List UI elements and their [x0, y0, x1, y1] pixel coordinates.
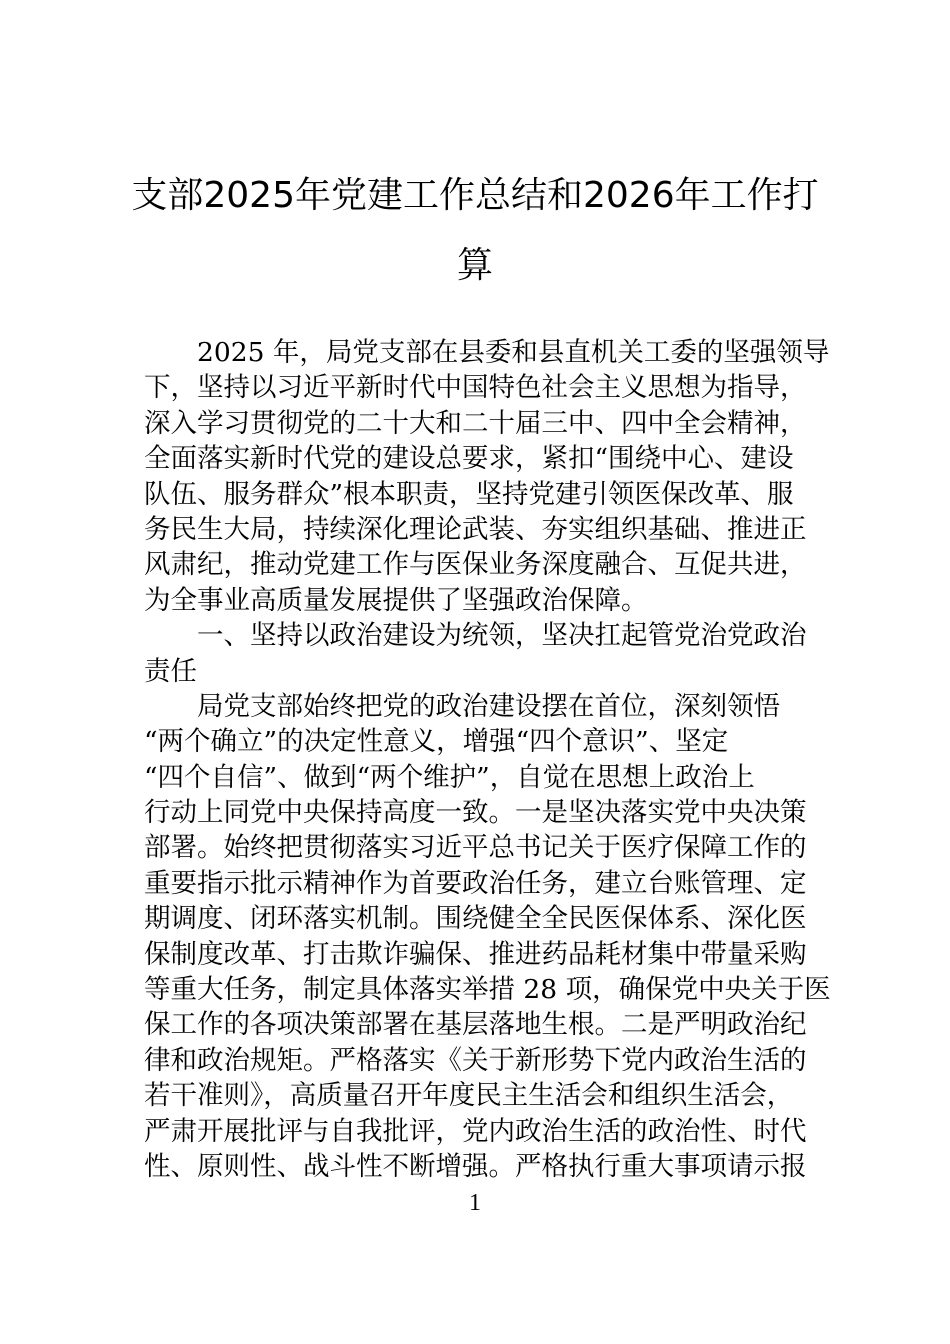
paragraph-line: 重要指示批示精神作为首要政治任务，建立台账管理、定: [144, 867, 807, 899]
paragraph-line: 2025 年，局党支部在县委和县直机关工委的坚强领导: [197, 337, 830, 368]
paragraph-line: 性、原则性、战斗性不断增强。严格执行重大事项请示报: [144, 1150, 807, 1182]
paragraph-line: 风肃纪，推动党建工作与医保业务深度融合、互促共进，: [144, 549, 807, 581]
document-title-line-2: 算: [456, 245, 493, 286]
paragraph-line: 下，坚持以习近平新时代中国特色社会主义思想为指导，: [144, 372, 807, 404]
paragraph-line: 行动上同党中央保持高度一致。一是坚决落实党中央决策: [144, 797, 807, 829]
paragraph-line: 期调度、闭环落实机制。围绕健全全民医保体系、深化医: [144, 903, 807, 935]
paragraph-line: 为全事业高质量发展提供了坚强政治保障。: [144, 584, 648, 616]
paragraph-line: 部署。始终把贯彻落实习近平总书记关于医疗保障工作的: [144, 832, 807, 864]
document-title-line-1: 支部2025年党建工作总结和2026年工作打: [131, 175, 819, 216]
paragraph-line: 律和政治规矩。严格落实《关于新形势下党内政治生活的: [144, 1044, 807, 1076]
document-body: [144, 335, 831, 1184]
paragraph-line: 保制度改革、打击欺诈骗保、推进药品耗材集中带量采购: [144, 938, 807, 970]
paragraph-line: “两个确立”的决定性意义，增强“四个意识”、坚定: [144, 726, 729, 758]
section-heading-line: 责任: [144, 655, 197, 687]
paragraph-line: 深入学习贯彻党的二十大和二十届三中、四中全会精神，: [144, 407, 807, 439]
paragraph-line: 务民生大局，持续深化理论武装、夯实组织基础、推进正: [144, 513, 807, 545]
section-heading-line: 一、坚持以政治建设为统领，坚决扛起管党治党政治: [197, 620, 807, 652]
page-number: 1: [469, 1190, 481, 1216]
paragraph-line: 队伍、服务群众”根本职责，坚持党建引领医保改革、服: [144, 478, 794, 510]
paragraph-line: 全面落实新时代党的建设总要求，紧扣“围绕中心、建设: [144, 443, 794, 475]
paragraph-line: “四个自信”、做到“两个维护”，自觉在思想上政治上: [144, 761, 755, 793]
paragraph-line: 严肃开展批评与自我批评，党内政治生活的政治性、时代: [144, 1115, 807, 1147]
paragraph-line: 保工作的各项决策部署在基层落地生根。二是严明政治纪: [144, 1009, 807, 1041]
paragraph-line: 局党支部始终把党的政治建设摆在首位，深刻领悟: [197, 690, 780, 722]
paragraph-line: 若干准则》，高质量召开年度民主生活会和组织生活会，: [144, 1080, 794, 1112]
paragraph-line: 等重大任务，制定具体落实举措 28 项，确保党中央关于医: [144, 974, 831, 1006]
